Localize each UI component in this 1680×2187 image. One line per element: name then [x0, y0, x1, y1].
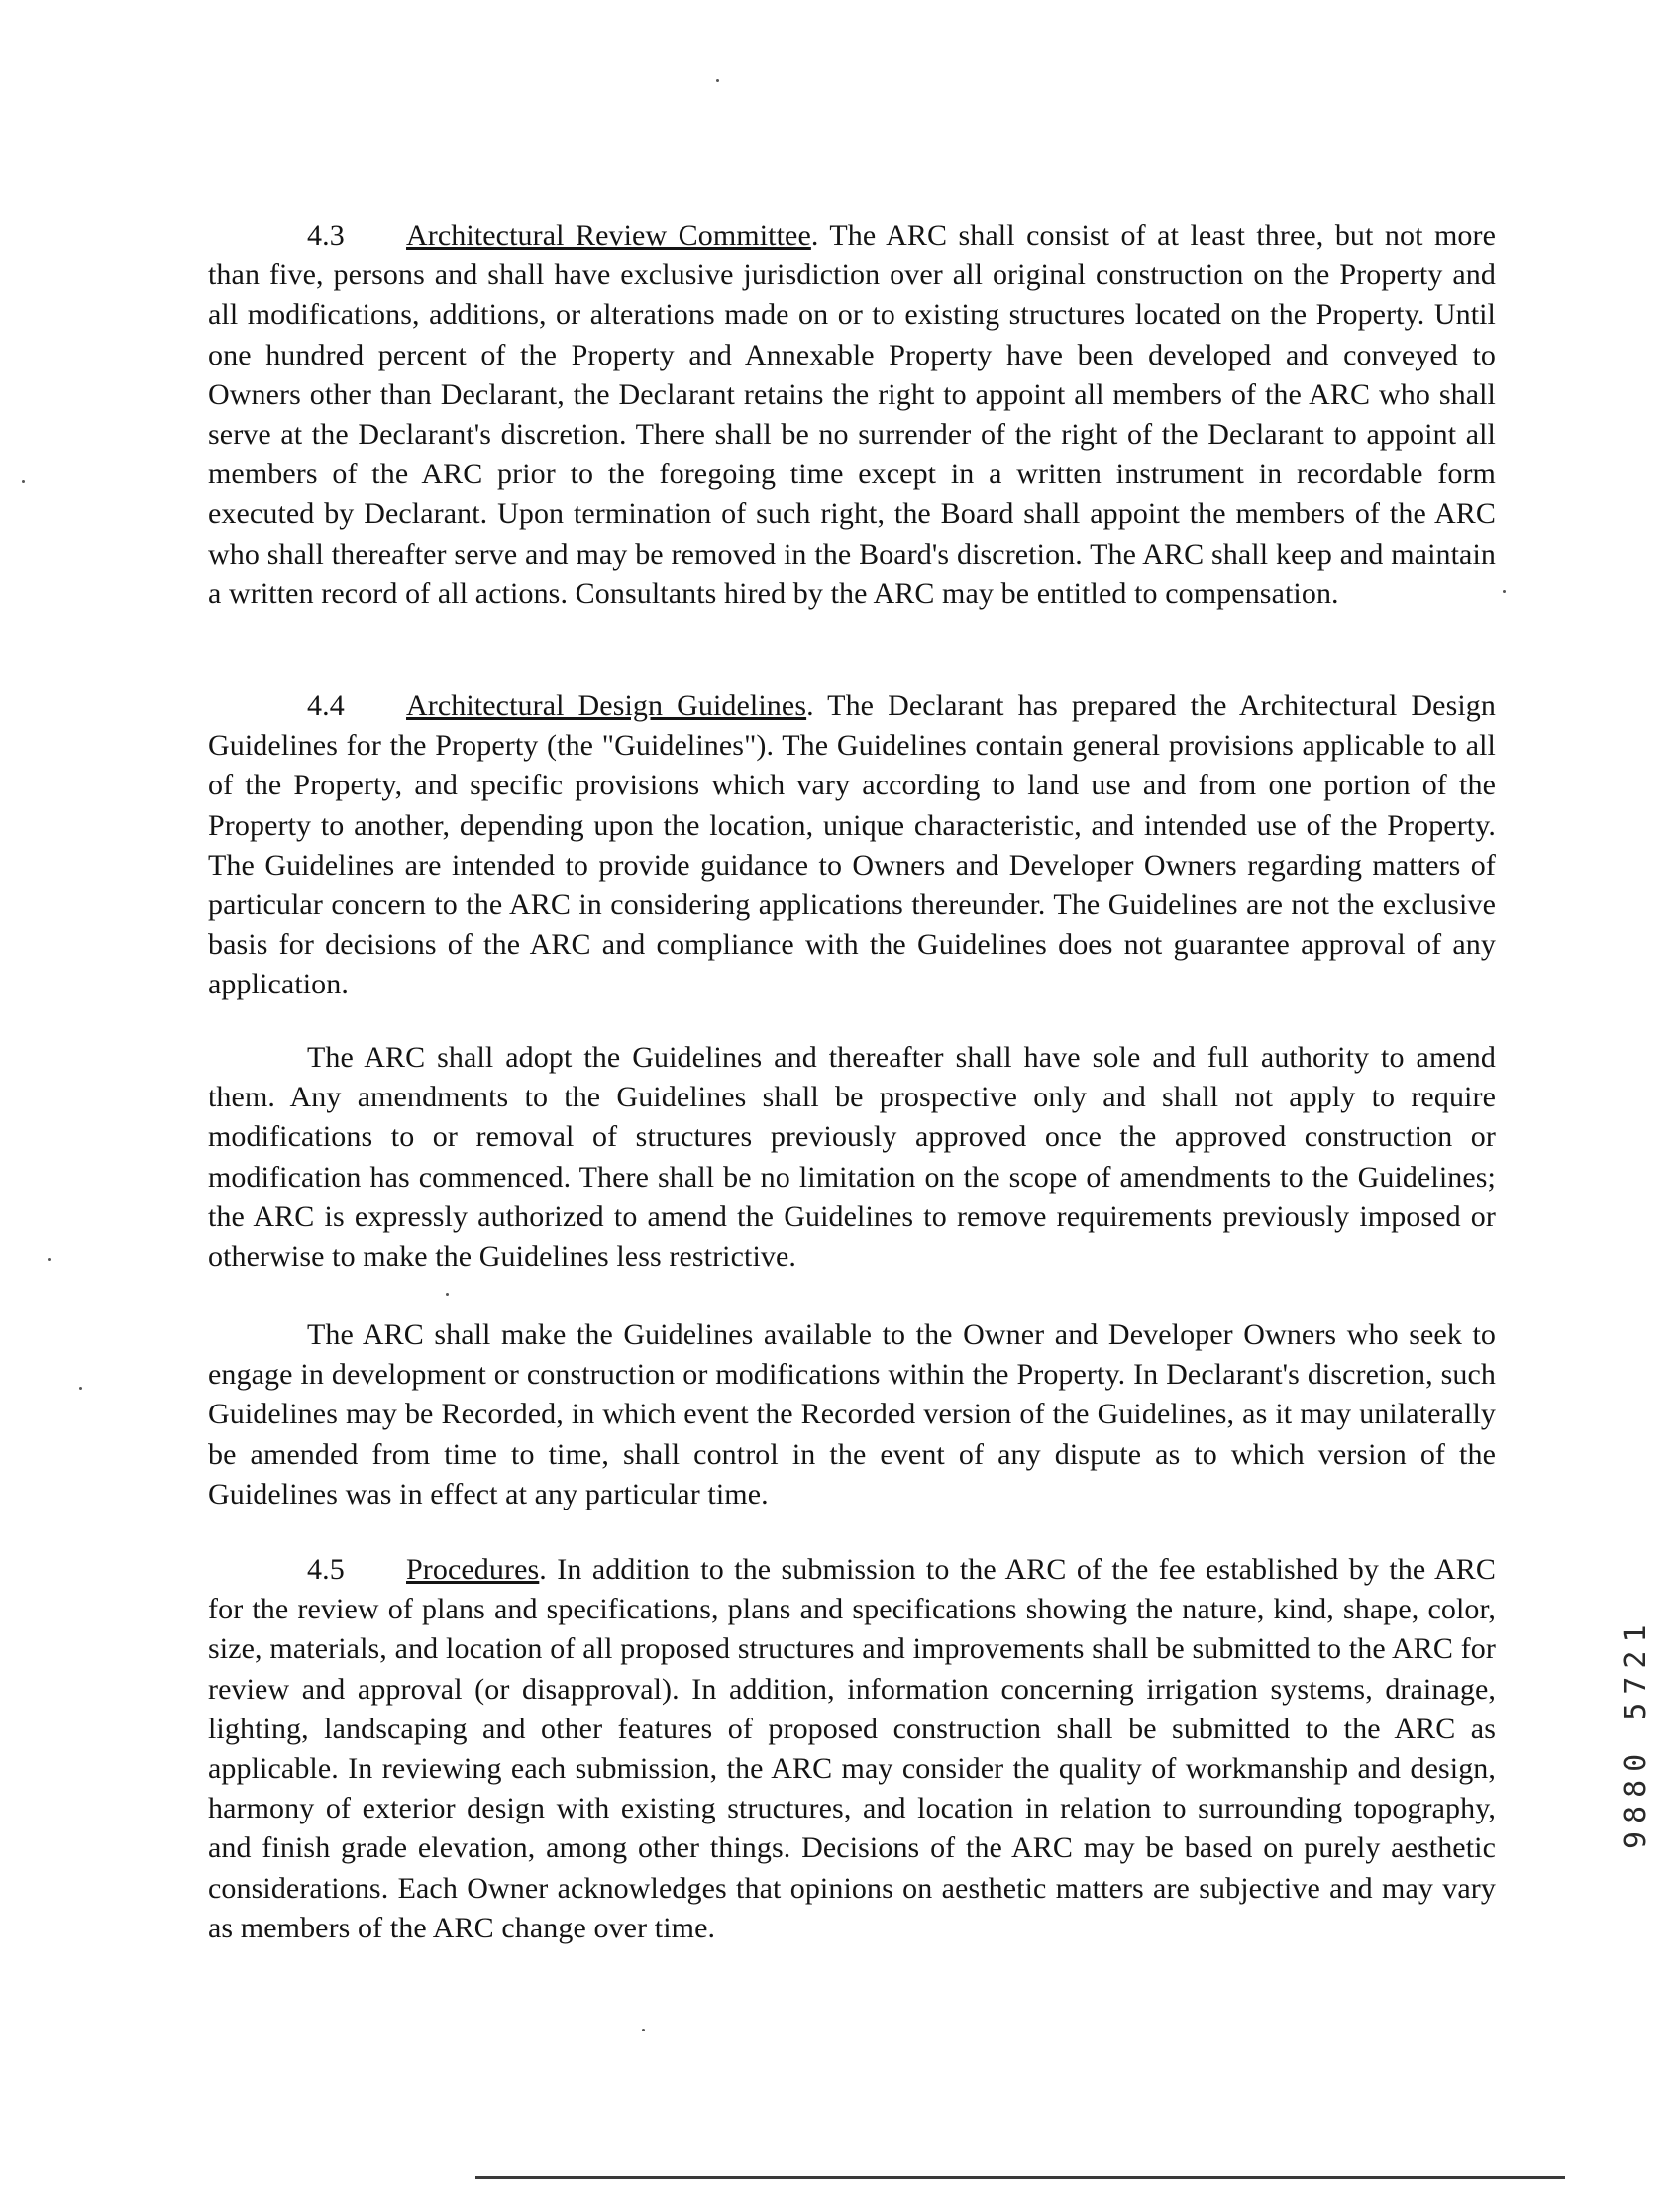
section-heading: Architectural Review Committee	[406, 219, 811, 252]
section-body: . In addition to the submission to the ARC of the fee established by the ARC for the review of plans and specifications, plans and specifications showing the nature, kind, shape, color, size, materials, and location of all proposed structures and improvements shall be submitted to the ARC for review and approval (or disapproval). In addition, information concerning irrigation systems, drainage, lighting, landscaping and other features of proposed construction shall be submitted to the ARC as applicable. In reviewing each submission, the ARC may consider the quality of workmanship and design, harmony of exterior design with existing structures, and location in relation to surrounding topography, and finish grade elevation, among other things. Decisions of the ARC may be based on purely aesthetic considerations. Each Owner acknowledges that opinions on aesthetic matters are subjective and may vary as members of the ARC change over time.	[208, 1553, 1496, 1944]
scan-speck	[79, 1387, 82, 1390]
section-4-4	[208, 686, 1496, 1005]
scan-speck	[48, 1258, 51, 1261]
scan-speck	[446, 1293, 449, 1296]
paragraph-text: The ARC shall make the Guidelines available to the Owner and Developer Owners who seek to engage in development or construction or modifications within the Property. In Declarant's discretion, such Guidelines may be Recorded, in which event the Recorded version of the Guidelines, as it may unilaterally be amended from time to time, shall control in the event of any dispute as to which version of the Guidelines was in effect at any particular time.	[208, 1318, 1496, 1510]
section-4-5-paragraph	[208, 1550, 1496, 1948]
section-4-3-paragraph	[208, 216, 1496, 614]
section-4-5	[208, 1550, 1496, 1948]
section-4-4-paragraph-3	[208, 1315, 1496, 1514]
section-number: 4.4	[307, 689, 345, 722]
section-heading: Procedures	[406, 1553, 540, 1586]
section-body: . The ARC shall consist of at least three, but not more than five, persons and shall have exclusive jurisdiction over all original construction on the Property and all modifications, additions, or alterations made on or to existing structures located on the Property. Until one hundred percent of the Property and Annexable Property have been developed and conveyed to Owners other than Declarant, the Declarant retains the right to appoint all members of the ARC who shall serve at the Declarant's discretion. There shall be no surrender of the right of the Declarant to appoint all members of the ARC prior to the foregoing time except in a written instrument in recordable form executed by Declarant. Upon termination of such right, the Board shall appoint the members of the ARC who shall thereafter serve and may be removed in the Board's discretion. The ARC shall keep and maintain a written record of all actions. Consultants hired by the ARC may be entitled to compensation.	[208, 219, 1497, 610]
section-number: 4.3	[307, 219, 345, 252]
scan-speck	[716, 79, 719, 82]
section-4-4-paragraph	[208, 686, 1496, 1005]
scan-speck	[642, 2029, 645, 2031]
section-4-3	[208, 216, 1496, 614]
section-4-4-paragraph-2	[208, 1038, 1496, 1277]
scan-speck	[22, 480, 25, 483]
scan-speck	[1503, 590, 1506, 593]
section-number: 4.5	[307, 1553, 345, 1586]
paragraph-text: The ARC shall adopt the Guidelines and thereafter shall have sole and full authority to amend them. Any amendments to the Guidelines shall be prospective only and shall not apply to require modifications to or removal of structures previously approved once the approved construction or modification has commenced. There shall be no limitation on the scope of amendments to the Guidelines; the ARC is expressly authorized to amend the Guidelines to remove requirements previously imposed or otherwise to make the Guidelines less restrictive.	[208, 1041, 1496, 1274]
recording-stamp: 9880 5721	[1619, 1616, 1653, 1850]
section-heading: Architectural Design Guidelines	[406, 689, 807, 722]
section-body: . The Declarant has prepared the Architectural Design Guidelines for the Property (the "Guidelines"). The Guidelines contain general provisions applicable to all of the Property, and specific provisions which vary according to land use and from one portion of the Property to another, depending upon the location, unique characteristic, and intended use of the Property. The Guidelines are intended to provide guidance to Owners and Developer Owners regarding matters of particular concern to the ARC in considering applications thereunder. The Guidelines are not the exclusive basis for decisions of the ARC and compliance with the Guidelines does not guarantee approval of any application.	[208, 689, 1496, 1001]
bottom-scan-edge	[475, 2176, 1565, 2179]
